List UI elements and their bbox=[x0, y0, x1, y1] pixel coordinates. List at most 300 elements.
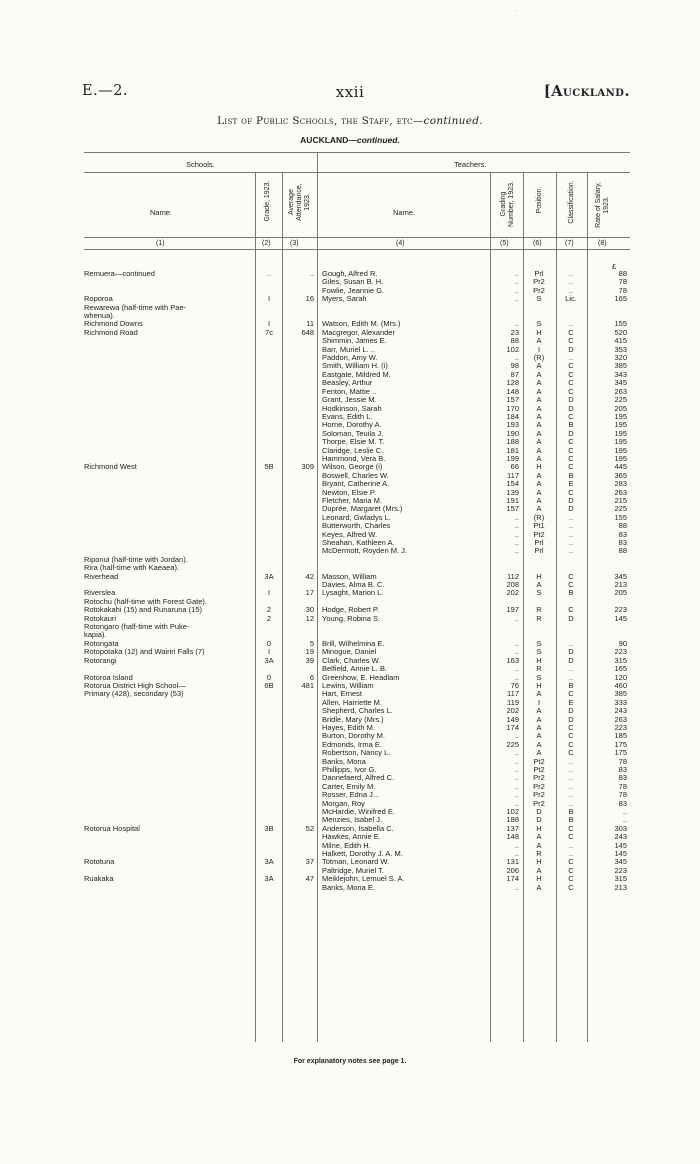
row-grade: 0 bbox=[266, 638, 272, 648]
row-grading: 117 bbox=[507, 689, 519, 699]
row-grading: .. bbox=[514, 672, 519, 682]
row-classification: C bbox=[568, 823, 574, 833]
row-teacher-name: Lysaght, Marion L. bbox=[322, 589, 384, 598]
row-teacher-name: Clark, Charles W. bbox=[322, 656, 381, 665]
row-grading: .. bbox=[514, 538, 519, 547]
row-position: A bbox=[536, 706, 542, 716]
row-classification: D bbox=[568, 706, 574, 716]
row-teacher-name: Shimmin, James E. bbox=[322, 337, 387, 346]
row-position: S bbox=[536, 638, 542, 648]
row-salary: 345 bbox=[614, 857, 627, 867]
col-header-teacher-name: Name. bbox=[393, 208, 416, 217]
row-position: H bbox=[536, 857, 542, 867]
row-grading: .. bbox=[514, 269, 519, 278]
table-row bbox=[0, 732, 700, 740]
row-salary: 88 bbox=[618, 546, 627, 556]
row-attendance: .. bbox=[309, 269, 314, 278]
row-classification: C bbox=[568, 605, 574, 615]
row-classification: .. bbox=[568, 319, 574, 329]
row-salary: 263 bbox=[614, 487, 627, 497]
row-grading: .. bbox=[514, 664, 519, 674]
row-position: Pt1 bbox=[533, 521, 545, 531]
row-classification: C bbox=[568, 462, 574, 472]
staff-table bbox=[0, 270, 700, 892]
table-row bbox=[0, 606, 700, 614]
table-row bbox=[0, 749, 700, 757]
row-school-name: Richmond West bbox=[84, 463, 137, 472]
row-position: H bbox=[536, 462, 542, 472]
row-school-name: Riverslea bbox=[84, 589, 116, 598]
row-grading: 225 bbox=[506, 739, 519, 749]
row-school-name: Primary (428), secondary (53) bbox=[84, 690, 184, 699]
row-classification: .. bbox=[568, 269, 574, 278]
row-classification: .. bbox=[568, 773, 574, 783]
row-grading: .. bbox=[514, 638, 519, 648]
table-row bbox=[0, 354, 700, 362]
table-row bbox=[0, 816, 700, 824]
row-grade: 5B bbox=[264, 462, 274, 472]
row-salary: 145 bbox=[614, 840, 627, 850]
row-teacher-name: Milne, Edith H. bbox=[322, 841, 371, 850]
table-row bbox=[0, 631, 700, 639]
row-classification: D bbox=[568, 613, 574, 623]
row-classification: E bbox=[568, 479, 574, 489]
row-teacher-name: Sheahan, Kathleen A. bbox=[322, 539, 395, 547]
row-teacher-name: Myers, Sarah bbox=[322, 295, 367, 304]
row-classification: D bbox=[568, 655, 574, 665]
col-number: (1) bbox=[156, 240, 165, 247]
table-row bbox=[0, 716, 700, 724]
row-classification: .. bbox=[568, 781, 574, 791]
row-position: A bbox=[536, 495, 542, 505]
table-row bbox=[0, 396, 700, 404]
row-grading: .. bbox=[514, 512, 519, 522]
table-row bbox=[0, 531, 700, 539]
row-grading: 23 bbox=[510, 327, 519, 337]
schools-group-header: Schools. bbox=[186, 160, 215, 169]
row-position: S bbox=[536, 647, 542, 657]
col-header-attendance: Average Attendance, 1923. bbox=[288, 183, 311, 221]
table-row bbox=[0, 379, 700, 387]
row-classification: C bbox=[568, 487, 574, 497]
row-classification: C bbox=[568, 882, 574, 892]
row-grading: 190 bbox=[506, 428, 519, 438]
table-row bbox=[0, 850, 700, 858]
table-row bbox=[0, 463, 700, 471]
col-header-position: Position. bbox=[536, 186, 543, 214]
row-salary: 78 bbox=[618, 756, 627, 766]
table-row bbox=[0, 758, 700, 766]
col-number: (4) bbox=[396, 240, 405, 247]
row-grading: 197 bbox=[506, 605, 519, 615]
row-teacher-name: Hodge, Robert P. bbox=[322, 606, 379, 615]
table-row bbox=[0, 413, 700, 421]
row-salary: 185 bbox=[614, 731, 627, 741]
row-salary: 145 bbox=[614, 613, 627, 623]
page-title bbox=[0, 115, 700, 127]
row-salary: 83 bbox=[618, 798, 627, 808]
row-teacher-name: Horne, Dorothy A. bbox=[322, 421, 382, 430]
row-teacher-name: Totman, Leonard W. bbox=[322, 858, 390, 867]
row-teacher-name: Menzies, Isabel J. bbox=[322, 816, 383, 825]
table-row bbox=[0, 455, 700, 463]
row-classification: E bbox=[568, 697, 574, 707]
table-top-rule bbox=[84, 152, 630, 153]
row-salary: 213 bbox=[614, 882, 627, 892]
row-grading: 202 bbox=[506, 706, 519, 716]
row-position: A bbox=[536, 378, 542, 388]
row-classification: C bbox=[568, 453, 574, 463]
row-classification: .. bbox=[568, 546, 574, 556]
col-header-grade: Grade, 1923. bbox=[264, 180, 271, 222]
row-classification: C bbox=[568, 336, 574, 346]
header-bottom-rule bbox=[84, 237, 630, 238]
row-position: A bbox=[536, 504, 542, 514]
row-grade: 2 bbox=[266, 613, 272, 623]
row-teacher-name: Dannefaerd, Alfred C. bbox=[322, 774, 395, 783]
row-grading: .. bbox=[514, 546, 519, 556]
header-left: E.—2. bbox=[82, 83, 129, 99]
table-row bbox=[0, 884, 700, 892]
table-row bbox=[0, 480, 700, 488]
row-teacher-name: Brill, Wilhelmina E. bbox=[322, 639, 385, 648]
row-position: A bbox=[536, 487, 542, 497]
row-classification: .. bbox=[568, 538, 574, 547]
row-grading: 98 bbox=[510, 361, 519, 371]
row-position: A bbox=[536, 479, 542, 489]
row-position: R bbox=[536, 605, 542, 615]
table-row bbox=[0, 648, 700, 656]
row-grade: 3A bbox=[264, 655, 274, 665]
row-teacher-name: Masson, William bbox=[322, 572, 377, 581]
row-grade: 6B bbox=[264, 680, 274, 690]
row-classification: C bbox=[568, 571, 574, 581]
row-teacher-name: Giles, Susan B. H. bbox=[322, 278, 384, 287]
row-position: Pr2 bbox=[533, 773, 545, 783]
row-salary: 385 bbox=[614, 361, 627, 371]
row-salary: 195 bbox=[614, 411, 627, 421]
row-classification: .. bbox=[568, 764, 574, 774]
group-rule bbox=[84, 172, 630, 173]
row-classification: C bbox=[568, 731, 574, 741]
table-row bbox=[0, 657, 700, 665]
table-row bbox=[0, 329, 700, 337]
row-classification: C bbox=[568, 580, 574, 590]
row-grade: 3B bbox=[264, 823, 274, 833]
row-teacher-name: Fenton, Mattie .. bbox=[322, 387, 377, 396]
row-teacher-name: Soloman, Teuila J. bbox=[322, 429, 384, 438]
row-classification: C bbox=[568, 739, 574, 749]
row-grading: 102 bbox=[506, 807, 519, 816]
row-position: A bbox=[536, 361, 542, 371]
row-grading: 188 bbox=[506, 815, 519, 825]
row-position: Pr2 bbox=[533, 285, 545, 295]
row-salary: 195 bbox=[614, 437, 627, 447]
row-salary: 385 bbox=[614, 689, 627, 699]
row-grading: 157 bbox=[506, 395, 519, 405]
row-grade: .. bbox=[266, 269, 272, 278]
row-grading: .. bbox=[514, 840, 519, 850]
row-salary: 88 bbox=[618, 269, 627, 278]
row-position: (R) bbox=[533, 353, 545, 363]
row-teacher-name: Minogue, Daniel bbox=[322, 648, 377, 657]
row-school-name: Remuera—continued bbox=[84, 270, 155, 278]
row-position: R bbox=[536, 849, 542, 859]
row-classification: B bbox=[568, 815, 574, 825]
table-row bbox=[0, 346, 700, 354]
row-grading: .. bbox=[514, 798, 519, 808]
row-grade: 3A bbox=[264, 857, 274, 867]
row-teacher-name: Keyes, Alfred W. bbox=[322, 530, 378, 539]
table-row bbox=[0, 287, 700, 295]
subtitle-suffix: continued. bbox=[356, 135, 400, 145]
row-classification: C bbox=[568, 361, 574, 371]
row-salary: .. bbox=[622, 815, 627, 825]
row-attendance: 11 bbox=[306, 319, 314, 329]
row-classification: B bbox=[568, 470, 574, 480]
table-row bbox=[0, 547, 700, 555]
row-classification: .. bbox=[568, 521, 574, 531]
table-row bbox=[0, 388, 700, 396]
row-teacher-name: Davies, Alma B. C. bbox=[322, 581, 385, 590]
table-row bbox=[0, 724, 700, 732]
row-teacher-name: Belfield, Annie L. B. bbox=[322, 665, 388, 674]
row-salary: 195 bbox=[614, 420, 627, 430]
row-grade: I bbox=[267, 588, 271, 598]
row-grading: 148 bbox=[506, 832, 519, 842]
table-row bbox=[0, 665, 700, 673]
row-position: (R) bbox=[533, 512, 545, 522]
row-position: Prl bbox=[534, 538, 544, 547]
row-position: H bbox=[536, 874, 542, 884]
row-salary: 83 bbox=[618, 773, 627, 783]
row-teacher-name: Paltridge, Muriel T. bbox=[322, 866, 384, 875]
row-teacher-name: Bryant, Catherine A. bbox=[322, 480, 390, 489]
row-attendance: 648 bbox=[301, 327, 314, 337]
row-grade: 7c bbox=[265, 327, 273, 337]
table-row bbox=[0, 741, 700, 749]
row-classification: .. bbox=[568, 756, 574, 766]
row-attendance: 5 bbox=[309, 638, 314, 648]
row-classification: .. bbox=[568, 285, 574, 295]
row-salary: 78 bbox=[618, 781, 627, 791]
row-teacher-name: Beasley, Arthur bbox=[322, 379, 373, 388]
row-grading: .. bbox=[514, 731, 519, 741]
row-position: A bbox=[536, 403, 542, 413]
row-position: A bbox=[536, 722, 542, 732]
row-teacher-name: Rosser, Edna J... bbox=[322, 791, 380, 800]
col-header-salary: Rate of Salary, 1923. bbox=[595, 182, 610, 228]
row-classification: C bbox=[568, 437, 574, 447]
row-salary: 243 bbox=[614, 832, 627, 842]
row-position: A bbox=[536, 395, 542, 405]
row-teacher-name: Macgregor, Alexander bbox=[322, 328, 395, 337]
row-grading: 148 bbox=[506, 386, 519, 396]
table-row bbox=[0, 791, 700, 799]
row-teacher-name: Morgan, Roy bbox=[322, 799, 365, 808]
row-grade: I bbox=[267, 319, 271, 329]
row-salary: 83 bbox=[618, 764, 627, 774]
row-grading: 174 bbox=[506, 874, 519, 884]
row-teacher-name: Grant, Jessie M. bbox=[322, 396, 377, 405]
row-salary: 120 bbox=[614, 672, 627, 682]
row-grading: .. bbox=[514, 294, 519, 304]
row-teacher-name: Halkett, Dorothy J. A. M. bbox=[322, 850, 403, 859]
row-salary: 460 bbox=[614, 680, 627, 690]
table-row bbox=[0, 539, 700, 547]
row-position: A bbox=[536, 580, 542, 590]
row-teacher-name: Meiklejohn, Lemuel S. A. bbox=[322, 875, 405, 884]
margin-mark: · bbox=[516, 8, 518, 15]
row-grading: 139 bbox=[506, 487, 519, 497]
table-row bbox=[0, 598, 700, 606]
table-row bbox=[0, 430, 700, 438]
row-attendance: 481 bbox=[301, 680, 314, 690]
row-classification: C bbox=[568, 411, 574, 421]
row-classification: C bbox=[568, 369, 574, 379]
row-salary: 83 bbox=[618, 529, 627, 539]
table-row bbox=[0, 707, 700, 715]
row-salary: 195 bbox=[614, 445, 627, 455]
row-salary: 78 bbox=[618, 285, 627, 295]
row-position: S bbox=[536, 588, 542, 598]
row-classification: .. bbox=[568, 672, 574, 682]
row-grading: .. bbox=[514, 285, 519, 295]
table-row bbox=[0, 783, 700, 791]
row-classification: D bbox=[568, 504, 574, 514]
row-grade: 0 bbox=[266, 672, 272, 682]
table-row bbox=[0, 514, 700, 522]
row-attendance: 19 bbox=[305, 647, 314, 657]
row-grading: 87 bbox=[510, 369, 519, 379]
row-grading: 137 bbox=[506, 823, 519, 833]
row-teacher-name: Leonard, Gwladys L. bbox=[322, 513, 391, 522]
row-classification: C bbox=[568, 386, 574, 396]
table-row bbox=[0, 589, 700, 597]
row-grading: .. bbox=[514, 764, 519, 774]
colnum-rule bbox=[84, 249, 630, 250]
header-page-number: xxii bbox=[335, 83, 365, 101]
row-salary: 353 bbox=[614, 344, 627, 354]
col-header-classification: Classification. bbox=[568, 180, 575, 224]
table-row bbox=[0, 573, 700, 581]
row-position: A bbox=[536, 739, 542, 749]
row-attendance: 309 bbox=[301, 462, 314, 472]
row-salary: 78 bbox=[618, 790, 627, 800]
table-row bbox=[0, 690, 700, 698]
row-grade: I bbox=[267, 647, 271, 657]
row-salary: 365 bbox=[614, 470, 627, 480]
row-school-name: Rotongaro (half-time with Puke- bbox=[84, 623, 190, 632]
row-teacher-name: Allen, Harriette M. bbox=[322, 698, 383, 707]
subtitle-main: AUCKLAND— bbox=[300, 135, 357, 145]
table-row bbox=[0, 505, 700, 513]
row-grading: .. bbox=[514, 781, 519, 791]
table-row bbox=[0, 447, 700, 455]
row-salary: 145 bbox=[614, 849, 627, 859]
row-teacher-name: Gough, Alfred R. bbox=[322, 270, 378, 278]
row-teacher-name: Lewins, William bbox=[322, 681, 374, 690]
row-grading: 76 bbox=[510, 680, 519, 690]
row-classification: C bbox=[568, 865, 574, 875]
row-grading: 193 bbox=[506, 420, 519, 430]
row-grading: 88 bbox=[510, 336, 519, 346]
row-position: H bbox=[536, 823, 542, 833]
table-row bbox=[0, 438, 700, 446]
row-classification: D bbox=[568, 495, 574, 505]
footnote: For explanatory notes see page 1. bbox=[293, 1058, 407, 1065]
row-teacher-name: Banks, Mona E. bbox=[322, 883, 375, 892]
row-teacher-name: McDermott, Royden M. J. bbox=[322, 547, 408, 556]
row-position: A bbox=[536, 865, 542, 875]
row-salary: 315 bbox=[614, 655, 627, 665]
row-position: A bbox=[536, 453, 542, 463]
row-attendance: 39 bbox=[305, 655, 314, 665]
row-grading: .. bbox=[514, 613, 519, 623]
row-position: H bbox=[536, 571, 542, 581]
row-classification: .. bbox=[568, 849, 574, 859]
row-position: H bbox=[536, 655, 542, 665]
row-grading: 184 bbox=[506, 411, 519, 421]
row-grading: 208 bbox=[506, 580, 519, 590]
row-position: R bbox=[536, 613, 542, 623]
row-grading: 154 bbox=[506, 479, 519, 489]
row-position: Prl bbox=[534, 546, 544, 556]
row-classification: B bbox=[568, 588, 574, 598]
row-classification: D bbox=[568, 647, 574, 657]
table-row bbox=[0, 808, 700, 816]
row-position: A bbox=[536, 731, 542, 741]
row-attendance: 42 bbox=[305, 571, 314, 581]
table-row bbox=[0, 766, 700, 774]
row-salary: 165 bbox=[614, 294, 627, 304]
row-salary: 155 bbox=[614, 319, 627, 329]
row-salary: 83 bbox=[618, 538, 627, 547]
row-teacher-name: Claridge, Leslie C. bbox=[322, 446, 384, 455]
row-salary: 225 bbox=[614, 395, 627, 405]
row-position: A bbox=[536, 840, 542, 850]
row-salary: 243 bbox=[614, 706, 627, 716]
row-salary: 175 bbox=[614, 739, 627, 749]
table-row bbox=[0, 682, 700, 690]
row-grading: 157 bbox=[506, 504, 519, 514]
row-salary: 223 bbox=[614, 605, 627, 615]
row-teacher-name: Thorpe, Elsie M. T. bbox=[322, 438, 385, 447]
table-row bbox=[0, 858, 700, 866]
row-grading: 149 bbox=[506, 714, 519, 724]
row-teacher-name: Phillipps, Ivor G. bbox=[322, 765, 377, 774]
row-position: A bbox=[536, 411, 542, 421]
table-row bbox=[0, 304, 700, 312]
row-position: S bbox=[536, 294, 542, 304]
col-number: (7) bbox=[565, 240, 574, 247]
table-row bbox=[0, 842, 700, 850]
row-position: A bbox=[536, 428, 542, 438]
row-teacher-name: Duprée, Margaret (Mrs.) bbox=[322, 505, 403, 514]
row-salary: 520 bbox=[614, 327, 627, 337]
row-grading: 206 bbox=[506, 865, 519, 875]
row-grading: .. bbox=[514, 773, 519, 783]
row-position: R bbox=[536, 664, 542, 674]
row-teacher-name: Fletcher, Maria M. bbox=[322, 496, 383, 505]
row-classification: .. bbox=[568, 664, 574, 674]
row-salary: 155 bbox=[614, 512, 627, 522]
row-salary: 78 bbox=[618, 277, 627, 287]
row-classification: D bbox=[568, 403, 574, 413]
row-school-name: Ruakaka bbox=[84, 875, 114, 884]
row-position: H bbox=[536, 327, 542, 337]
table-row bbox=[0, 405, 700, 413]
